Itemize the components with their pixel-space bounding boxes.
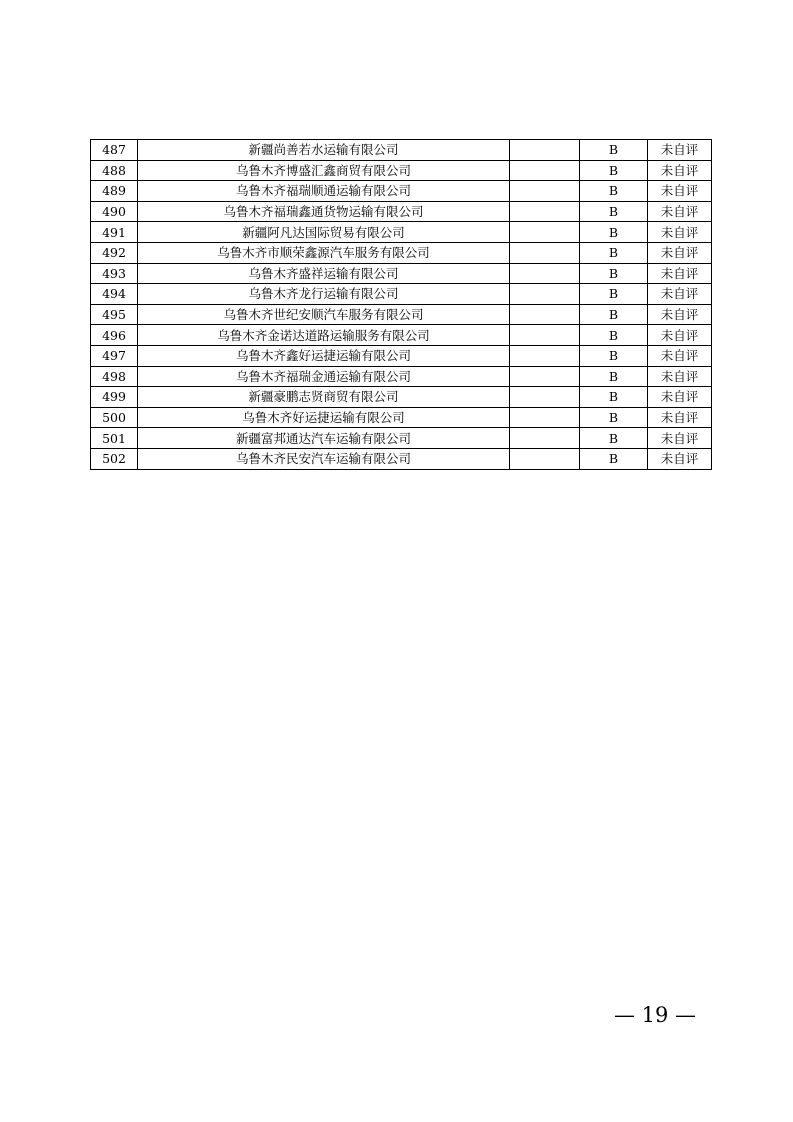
company-name-cell: 乌鲁木齐世纪安顺汽车服务有限公司: [138, 304, 510, 325]
table-row: [91, 325, 712, 346]
row-number-cell: 487: [91, 140, 138, 161]
grade-cell: B: [580, 140, 648, 161]
grade-cell: B: [580, 366, 648, 387]
empty-cell: [510, 181, 580, 202]
company-name-cell: 乌鲁木齐好运捷运输有限公司: [138, 407, 510, 428]
empty-cell: [510, 325, 580, 346]
row-number-cell: 498: [91, 366, 138, 387]
company-name-cell: 新疆尚善若水运输有限公司: [138, 140, 510, 161]
row-number-cell: 492: [91, 242, 138, 263]
company-name-cell: 新疆富邦通达汽车运输有限公司: [138, 428, 510, 449]
row-number-cell: 496: [91, 325, 138, 346]
empty-cell: [510, 160, 580, 181]
table-row: [91, 284, 712, 305]
table-row: [91, 448, 712, 469]
grade-cell: B: [580, 160, 648, 181]
table-row: [91, 201, 712, 222]
company-name-cell: 新疆阿凡达国际贸易有限公司: [138, 222, 510, 243]
row-number-cell: 502: [91, 448, 138, 469]
row-number-cell: 488: [91, 160, 138, 181]
empty-cell: [510, 263, 580, 284]
table-row: [91, 366, 712, 387]
table-row: [91, 181, 712, 202]
table-row: [91, 263, 712, 284]
company-name-cell: 乌鲁木齐福瑞顺通运输有限公司: [138, 181, 510, 202]
row-number-cell: 489: [91, 181, 138, 202]
table-row: [91, 140, 712, 161]
table-row: [91, 428, 712, 449]
status-cell: 未自评: [648, 284, 712, 305]
company-name-cell: 乌鲁木齐龙行运输有限公司: [138, 284, 510, 305]
grade-cell: B: [580, 407, 648, 428]
status-cell: 未自评: [648, 448, 712, 469]
empty-cell: [510, 201, 580, 222]
empty-cell: [510, 140, 580, 161]
table-row: [91, 387, 712, 408]
empty-cell: [510, 448, 580, 469]
table-row: [91, 222, 712, 243]
status-cell: 未自评: [648, 140, 712, 161]
page-number: — 19 —: [613, 1003, 697, 1027]
company-name-cell: 新疆豪鹏志贤商贸有限公司: [138, 387, 510, 408]
company-name-cell: 乌鲁木齐盛祥运输有限公司: [138, 263, 510, 284]
company-rating-table: [90, 139, 712, 470]
row-number-cell: 493: [91, 263, 138, 284]
empty-cell: [510, 345, 580, 366]
grade-cell: B: [580, 263, 648, 284]
company-name-cell: 乌鲁木齐民安汽车运输有限公司: [138, 448, 510, 469]
status-cell: 未自评: [648, 222, 712, 243]
status-cell: 未自评: [648, 263, 712, 284]
row-number-cell: 497: [91, 345, 138, 366]
grade-cell: B: [580, 428, 648, 449]
row-number-cell: 495: [91, 304, 138, 325]
status-cell: 未自评: [648, 366, 712, 387]
grade-cell: B: [580, 345, 648, 366]
status-cell: 未自评: [648, 160, 712, 181]
grade-cell: B: [580, 201, 648, 222]
company-name-cell: 乌鲁木齐博盛汇鑫商贸有限公司: [138, 160, 510, 181]
status-cell: 未自评: [648, 304, 712, 325]
table-row: [91, 160, 712, 181]
empty-cell: [510, 284, 580, 305]
status-cell: 未自评: [648, 345, 712, 366]
row-number-cell: 491: [91, 222, 138, 243]
grade-cell: B: [580, 304, 648, 325]
status-cell: 未自评: [648, 201, 712, 222]
status-cell: 未自评: [648, 325, 712, 346]
grade-cell: B: [580, 222, 648, 243]
status-cell: 未自评: [648, 242, 712, 263]
grade-cell: B: [580, 284, 648, 305]
empty-cell: [510, 407, 580, 428]
company-name-cell: 乌鲁木齐金诺达道路运输服务有限公司: [138, 325, 510, 346]
row-number-cell: 494: [91, 284, 138, 305]
grade-cell: B: [580, 181, 648, 202]
grade-cell: B: [580, 448, 648, 469]
status-cell: 未自评: [648, 387, 712, 408]
status-cell: 未自评: [648, 428, 712, 449]
empty-cell: [510, 428, 580, 449]
table-body: [91, 140, 712, 470]
empty-cell: [510, 242, 580, 263]
table-row: [91, 345, 712, 366]
row-number-cell: 501: [91, 428, 138, 449]
grade-cell: B: [580, 325, 648, 346]
status-cell: 未自评: [648, 407, 712, 428]
company-name-cell: 乌鲁木齐鑫好运捷运输有限公司: [138, 345, 510, 366]
table-row: [91, 407, 712, 428]
empty-cell: [510, 222, 580, 243]
company-name-cell: 乌鲁木齐福瑞金通运输有限公司: [138, 366, 510, 387]
row-number-cell: 499: [91, 387, 138, 408]
status-cell: 未自评: [648, 181, 712, 202]
table-row: [91, 304, 712, 325]
grade-cell: B: [580, 387, 648, 408]
empty-cell: [510, 366, 580, 387]
company-name-cell: 乌鲁木齐市顺荣鑫源汽车服务有限公司: [138, 242, 510, 263]
empty-cell: [510, 387, 580, 408]
table-row: [91, 242, 712, 263]
company-name-cell: 乌鲁木齐福瑞鑫通货物运输有限公司: [138, 201, 510, 222]
empty-cell: [510, 304, 580, 325]
grade-cell: B: [580, 242, 648, 263]
row-number-cell: 500: [91, 407, 138, 428]
row-number-cell: 490: [91, 201, 138, 222]
